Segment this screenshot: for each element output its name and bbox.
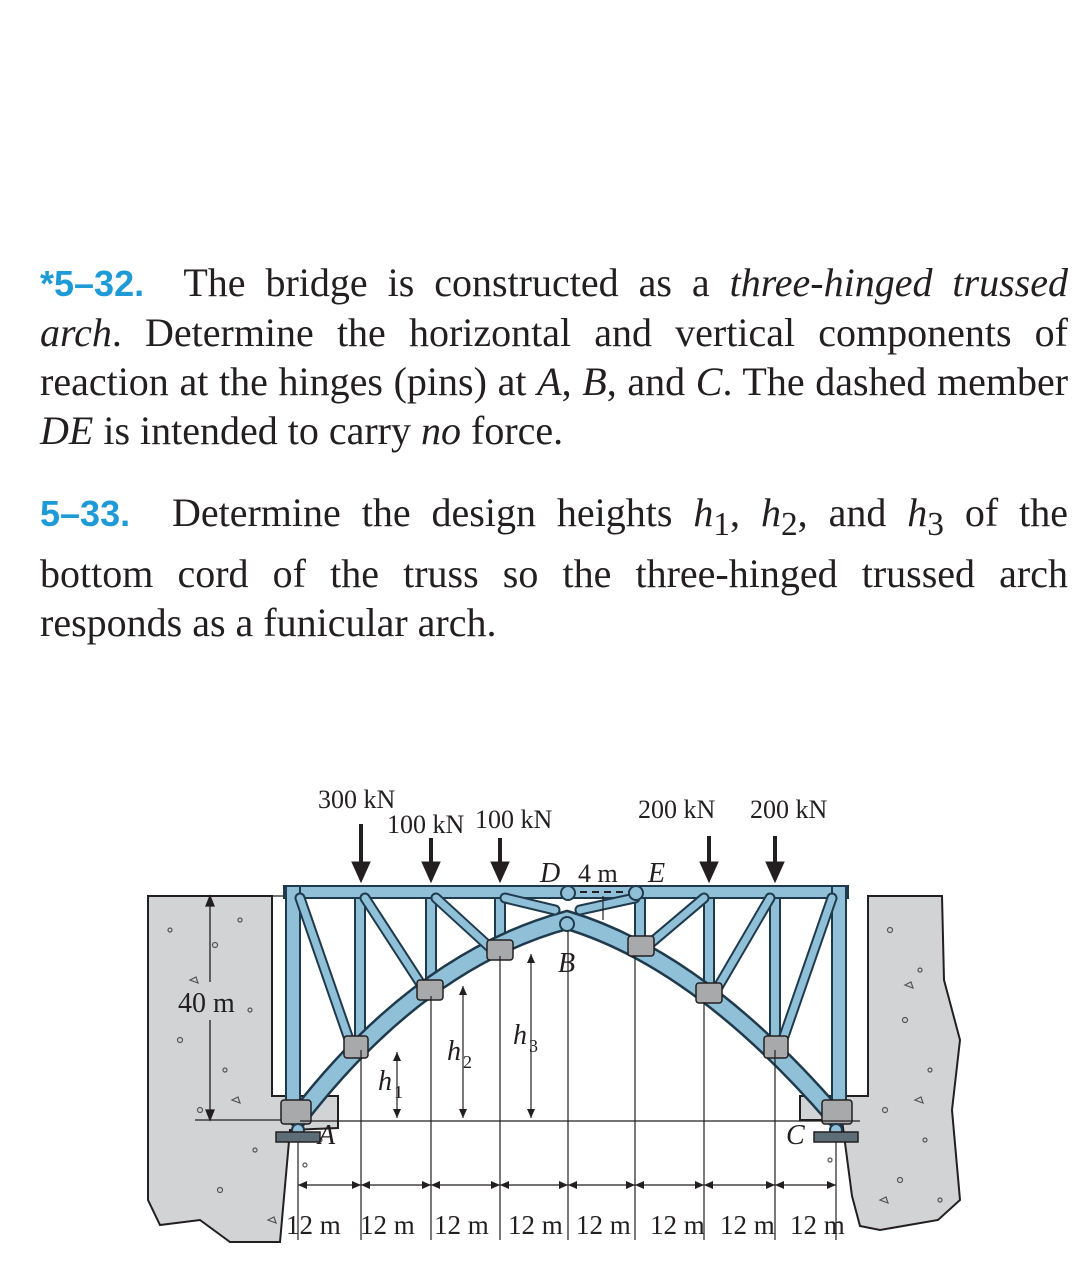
var-h: h [907, 490, 928, 535]
problem-5-33: 5–33. Determine the design heights $h_1$, $h_2$, and $h_3$ of the bottom cord of the truss so the three-hinged trussed arch responds as a funicular arch. [40, 490, 1069, 645]
subscript: 1 [713, 506, 731, 543]
end-post-right [832, 886, 846, 1120]
end-post-left [286, 886, 300, 1120]
height-h3: h [513, 1020, 527, 1051]
emphasis: three-hinged trussed arch [40, 260, 1068, 355]
var-h: h [693, 490, 714, 535]
supports [276, 1132, 858, 1142]
spacing-label: 12 m [790, 1210, 845, 1240]
text: . Determine the horizontal and vertical components of reaction at the hinges (pins) at [40, 310, 1068, 404]
var-A: A [537, 359, 562, 404]
height-h2-sub: 2 [463, 1052, 472, 1072]
height-label: 40 m [178, 988, 235, 1019]
var-B: B [582, 359, 607, 404]
ground-right [800, 896, 960, 1230]
var-DE: DE [40, 408, 94, 453]
load-label: 100 kN [387, 810, 465, 839]
height-h1-sub: 1 [394, 1082, 403, 1102]
text: The bridge is constructed as a [183, 260, 710, 305]
pin-B [560, 917, 574, 931]
span-label: 4 m [578, 859, 618, 888]
var-C: C [695, 359, 723, 404]
load-label: 200 kN [750, 795, 828, 824]
truss-arch-figure [0, 780, 1080, 1250]
spacing-label: 12 m [434, 1210, 489, 1240]
label-A: A [318, 1120, 336, 1151]
label-D: D [540, 858, 561, 889]
spacing-label: 12 m [286, 1210, 341, 1240]
problem-number: 5–33. [40, 493, 131, 534]
height-h3-sub: 3 [529, 1036, 538, 1056]
height-h2: h [447, 1036, 461, 1067]
text: Determine the design heights [171, 490, 673, 535]
text: of the bottom cord of the truss so the three-hinged trussed arch responds as a funicular arch. [40, 490, 1069, 645]
label-C: C [786, 1120, 805, 1151]
problem-number: *5–32. [40, 263, 145, 304]
text: and [627, 359, 686, 404]
pin-E [629, 886, 643, 900]
subscript: 3 [927, 506, 944, 543]
load-label: 100 kN [475, 805, 553, 834]
text: is intended to carry [103, 408, 412, 453]
label-E: E [648, 858, 666, 889]
emphasis: no [421, 408, 462, 453]
height-h1: h [378, 1066, 392, 1097]
spacing-label: 12 m [720, 1210, 775, 1240]
label-B: B [558, 948, 576, 979]
text: force. [471, 408, 564, 453]
problem-5-32: *5–32. The bridge is constructed as a three-hinged trussed arch. Determine the horizontal and vertical components of reaction at the hinges (pins) at A, B, and C. The dashed member DE is intended to carry no force. [40, 260, 1069, 453]
text: . The dashed member [722, 359, 1069, 404]
spacing-label: 12 m [650, 1210, 705, 1240]
spacing-label: 12 m [508, 1210, 563, 1240]
subscript: 2 [780, 506, 798, 543]
load-label: 300 kN [318, 785, 396, 814]
text: and [828, 490, 887, 535]
vertical [355, 898, 365, 1050]
spacing-label: 12 m [360, 1210, 415, 1240]
pin-D [561, 886, 575, 900]
load-label: 200 kN [638, 795, 716, 824]
ground-left [148, 896, 338, 1242]
spacing-label: 12 m [576, 1210, 631, 1240]
var-h: h [760, 490, 781, 535]
vertical [770, 898, 780, 1050]
